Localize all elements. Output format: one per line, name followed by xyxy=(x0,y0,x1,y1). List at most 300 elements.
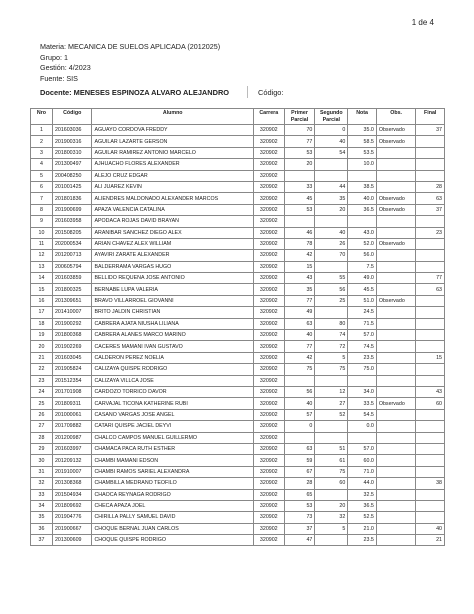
cell-primer-parcial: 78 xyxy=(284,238,315,249)
cell-codigo: 201300609 xyxy=(52,535,92,546)
cell-nota: 36.5 xyxy=(348,204,377,215)
cell-nota: 32.5 xyxy=(348,489,377,500)
cell-segundo-parcial: 20 xyxy=(315,500,348,511)
cell-obs xyxy=(376,455,416,466)
cell-obs xyxy=(376,466,416,477)
cell-primer-parcial: 63 xyxy=(284,443,315,454)
cell-primer-parcial: 0 xyxy=(284,421,315,432)
cell-alumno: CHAMBI RAMOS SARIEL ALEXANDRA xyxy=(92,466,253,477)
cell-codigo: 201809311 xyxy=(52,398,92,409)
cell-primer-parcial xyxy=(284,432,315,443)
cell-obs: Observado xyxy=(376,295,416,306)
cell-carrera: 320902 xyxy=(253,432,284,443)
cell-obs xyxy=(376,307,416,318)
table-row xyxy=(31,307,445,318)
table-row xyxy=(31,375,445,386)
cell-carrera: 320902 xyxy=(253,341,284,352)
cell-carrera: 320902 xyxy=(253,500,284,511)
cell-codigo: 201709882 xyxy=(52,421,92,432)
col-alumno: Alumno xyxy=(92,109,253,125)
cell-primer-parcial: 40 xyxy=(284,398,315,409)
cell-alumno: CALIZAYA QUISPE RODRIGO xyxy=(92,364,253,375)
table-row xyxy=(31,193,445,204)
cell-primer-parcial: 59 xyxy=(284,455,315,466)
cell-segundo-parcial xyxy=(315,216,348,227)
cell-segundo-parcial: 35 xyxy=(315,193,348,204)
cell-primer-parcial: 77 xyxy=(284,295,315,306)
cell-final: 60 xyxy=(416,398,445,409)
cell-segundo-parcial: 72 xyxy=(315,341,348,352)
cell-nro: 26 xyxy=(31,409,53,420)
cell-obs xyxy=(376,500,416,511)
cell-carrera: 320902 xyxy=(253,250,284,261)
cell-final xyxy=(416,455,445,466)
cell-carrera: 320902 xyxy=(253,421,284,432)
cell-carrera: 320902 xyxy=(253,136,284,147)
table-row xyxy=(31,216,445,227)
table-row xyxy=(31,421,445,432)
cell-nro: 14 xyxy=(31,273,53,284)
table-row xyxy=(31,478,445,489)
cell-nro: 10 xyxy=(31,227,53,238)
cell-final xyxy=(416,216,445,227)
cell-carrera: 320902 xyxy=(253,261,284,272)
cell-segundo-parcial xyxy=(315,432,348,443)
cell-nro: 4 xyxy=(31,159,53,170)
cell-obs xyxy=(376,535,416,546)
cell-segundo-parcial xyxy=(315,535,348,546)
cell-segundo-parcial: 40 xyxy=(315,136,348,147)
cell-segundo-parcial: 70 xyxy=(315,250,348,261)
cell-nro: 3 xyxy=(31,147,53,158)
cell-alumno: AGUILAR RAMIREZ ANTONIO MARCELO xyxy=(92,147,253,158)
cell-nro: 9 xyxy=(31,216,53,227)
cell-carrera: 320902 xyxy=(253,443,284,454)
cell-codigo: 201800368 xyxy=(52,330,92,341)
cell-carrera: 320902 xyxy=(253,181,284,192)
cell-segundo-parcial: 5 xyxy=(315,523,348,534)
cell-nota: 52.0 xyxy=(348,238,377,249)
cell-final xyxy=(416,250,445,261)
cell-final xyxy=(416,489,445,500)
col-nota: Nota xyxy=(348,109,377,125)
cell-carrera: 320902 xyxy=(253,204,284,215)
cell-carrera: 320902 xyxy=(253,535,284,546)
cell-carrera: 320902 xyxy=(253,455,284,466)
cell-alumno: CHAMBI MAMANI EDSON xyxy=(92,455,253,466)
cell-nro: 35 xyxy=(31,512,53,523)
cell-obs xyxy=(376,489,416,500)
cell-alumno: ALEJO CRUZ EDGAR xyxy=(92,170,253,181)
table-row xyxy=(31,295,445,306)
cell-carrera: 320902 xyxy=(253,125,284,136)
cell-obs: Observado xyxy=(376,136,416,147)
cell-final: 77 xyxy=(416,273,445,284)
cell-segundo-parcial: 40 xyxy=(315,227,348,238)
table-row xyxy=(31,500,445,511)
cell-nro: 33 xyxy=(31,489,53,500)
col-final: Final xyxy=(416,109,445,125)
cell-final xyxy=(416,307,445,318)
cell-primer-parcial: 28 xyxy=(284,478,315,489)
cell-nro: 21 xyxy=(31,352,53,363)
col-codigo: Código xyxy=(52,109,92,125)
cell-carrera: 320902 xyxy=(253,238,284,249)
cell-final: 37 xyxy=(416,125,445,136)
cell-carrera: 320902 xyxy=(253,466,284,477)
cell-nota xyxy=(348,170,377,181)
cell-nota: 51.0 xyxy=(348,295,377,306)
cell-final xyxy=(416,341,445,352)
gestion-text: Gestión: 4/2023 xyxy=(40,63,91,73)
cell-codigo: 201200713 xyxy=(52,250,92,261)
cell-final xyxy=(416,409,445,420)
cell-alumno: ALIENDRES MALDONADO ALEXANDER MARCOS xyxy=(92,193,253,204)
cell-final xyxy=(416,238,445,249)
cell-nro: 13 xyxy=(31,261,53,272)
cell-carrera: 320902 xyxy=(253,193,284,204)
cell-nro: 29 xyxy=(31,443,53,454)
cell-obs xyxy=(376,261,416,272)
cell-alumno: AYAVIRI ZARATE ALEXANDER xyxy=(92,250,253,261)
cell-segundo-parcial: 75 xyxy=(315,364,348,375)
cell-alumno: CHIRILLA PALLY SAMUEL DAVID xyxy=(92,512,253,523)
cell-carrera: 320902 xyxy=(253,375,284,386)
table-row xyxy=(31,341,445,352)
cell-primer-parcial: 57 xyxy=(284,409,315,420)
table-row xyxy=(31,136,445,147)
cell-codigo: 200408250 xyxy=(52,170,92,181)
cell-nro: 24 xyxy=(31,386,53,397)
col-primer-parcial: Primer Parcial xyxy=(284,109,315,125)
cell-obs xyxy=(376,512,416,523)
cell-alumno: CHOQUE QUISPE RODRIGO xyxy=(92,535,253,546)
cell-obs xyxy=(376,273,416,284)
cell-segundo-parcial: 5 xyxy=(315,352,348,363)
cell-nota: 56.0 xyxy=(348,250,377,261)
cell-obs: Observado xyxy=(376,238,416,249)
cell-segundo-parcial xyxy=(315,170,348,181)
cell-obs xyxy=(376,523,416,534)
cell-obs xyxy=(376,170,416,181)
cell-final xyxy=(416,500,445,511)
cell-primer-parcial: 33 xyxy=(284,181,315,192)
cell-nro: 20 xyxy=(31,341,53,352)
cell-nro: 5 xyxy=(31,170,53,181)
table-row xyxy=(31,364,445,375)
cell-nota xyxy=(348,432,377,443)
cell-nota xyxy=(348,375,377,386)
cell-codigo: 201603036 xyxy=(52,125,92,136)
cell-nro: 32 xyxy=(31,478,53,489)
table-row xyxy=(31,159,445,170)
cell-alumno: APODACA ROJAS DAVID BRAYAN xyxy=(92,216,253,227)
table-row xyxy=(31,432,445,443)
fuente-text: Fuente: SIS xyxy=(40,73,78,83)
cell-codigo: 201900667 xyxy=(52,523,92,534)
cell-nro: 36 xyxy=(31,523,53,534)
cell-obs xyxy=(376,386,416,397)
table-row xyxy=(31,443,445,454)
col-obs: Obs. xyxy=(376,109,416,125)
cell-primer-parcial: 37 xyxy=(284,523,315,534)
cell-nota: 44.0 xyxy=(348,478,377,489)
cell-obs xyxy=(376,364,416,375)
page-indicator: 1 de 4 xyxy=(411,18,434,27)
cell-carrera: 320902 xyxy=(253,478,284,489)
table-row xyxy=(31,512,445,523)
cell-nota xyxy=(348,216,377,227)
cell-alumno: ARANIBAR SANCHEZ DIEGO ALEX xyxy=(92,227,253,238)
cell-obs xyxy=(376,432,416,443)
cell-segundo-parcial xyxy=(315,159,348,170)
cell-codigo: 202000534 xyxy=(52,238,92,249)
cell-nota: 40.0 xyxy=(348,193,377,204)
cell-nro: 6 xyxy=(31,181,53,192)
cell-codigo: 201902269 xyxy=(52,341,92,352)
cell-alumno: CABRERA AJATA NIUSHA LILIANA xyxy=(92,318,253,329)
cell-nro: 31 xyxy=(31,466,53,477)
cell-nota: 34.0 xyxy=(348,386,377,397)
table-row xyxy=(31,238,445,249)
cell-segundo-parcial: 20 xyxy=(315,204,348,215)
cell-carrera: 320902 xyxy=(253,318,284,329)
cell-segundo-parcial: 44 xyxy=(315,181,348,192)
cell-alumno: CHAOCA REYNAGA RODRIGO xyxy=(92,489,253,500)
cell-segundo-parcial: 25 xyxy=(315,295,348,306)
cell-obs xyxy=(376,352,416,363)
cell-segundo-parcial: 60 xyxy=(315,478,348,489)
cell-obs xyxy=(376,181,416,192)
cell-codigo: 201910007 xyxy=(52,466,92,477)
cell-nro: 19 xyxy=(31,330,53,341)
cell-final: 38 xyxy=(416,478,445,489)
cell-segundo-parcial: 0 xyxy=(315,125,348,136)
cell-segundo-parcial: 12 xyxy=(315,386,348,397)
cell-carrera: 320902 xyxy=(253,147,284,158)
cell-codigo: 201801836 xyxy=(52,193,92,204)
cell-final: 40 xyxy=(416,523,445,534)
cell-segundo-parcial: 51 xyxy=(315,443,348,454)
cell-obs xyxy=(376,478,416,489)
table-row xyxy=(31,455,445,466)
cell-nro: 12 xyxy=(31,250,53,261)
cell-final xyxy=(416,432,445,443)
table-row xyxy=(31,330,445,341)
cell-final: 43 xyxy=(416,386,445,397)
cell-obs xyxy=(376,227,416,238)
cell-obs xyxy=(376,318,416,329)
cell-segundo-parcial: 61 xyxy=(315,455,348,466)
cell-carrera: 320902 xyxy=(253,352,284,363)
cell-obs xyxy=(376,250,416,261)
cell-carrera: 320902 xyxy=(253,227,284,238)
table-row xyxy=(31,227,445,238)
cell-obs: Observado xyxy=(376,204,416,215)
cell-primer-parcial: 35 xyxy=(284,284,315,295)
cell-nota: 74.5 xyxy=(348,341,377,352)
cell-codigo: 201603045 xyxy=(52,352,92,363)
cell-nro: 25 xyxy=(31,398,53,409)
cell-final: 23 xyxy=(416,227,445,238)
cell-nro: 23 xyxy=(31,375,53,386)
cell-alumno: BERNABE LUPA VALERIA xyxy=(92,284,253,295)
cell-carrera: 320902 xyxy=(253,170,284,181)
cell-carrera: 320902 xyxy=(253,159,284,170)
cell-alumno: BRITO JALDIN CHRISTIAN xyxy=(92,307,253,318)
cell-final xyxy=(416,364,445,375)
cell-nro: 16 xyxy=(31,295,53,306)
cell-segundo-parcial xyxy=(315,261,348,272)
cell-nro: 2 xyxy=(31,136,53,147)
table-row xyxy=(31,284,445,295)
cell-nro: 28 xyxy=(31,432,53,443)
cell-codigo: 201508205 xyxy=(52,227,92,238)
cell-nro: 8 xyxy=(31,204,53,215)
cell-nota: 43.0 xyxy=(348,227,377,238)
cell-alumno: AGUILAR LAZARTE GERSON xyxy=(92,136,253,147)
cell-primer-parcial: 53 xyxy=(284,500,315,511)
cell-obs xyxy=(376,421,416,432)
cell-segundo-parcial xyxy=(315,375,348,386)
cell-carrera: 320902 xyxy=(253,409,284,420)
cell-carrera: 320902 xyxy=(253,523,284,534)
cell-codigo: 201900316 xyxy=(52,136,92,147)
cell-alumno: CARVAJAL TICONA KATHERINE RUBI xyxy=(92,398,253,409)
table-row xyxy=(31,147,445,158)
cell-primer-parcial: 63 xyxy=(284,318,315,329)
cell-segundo-parcial: 55 xyxy=(315,273,348,284)
cell-segundo-parcial: 56 xyxy=(315,284,348,295)
cell-nota: 10.0 xyxy=(348,159,377,170)
cell-alumno: APAZA VALENCIA CATALINA xyxy=(92,204,253,215)
cell-alumno: CHALCO CAMPOS MANUEL GUILLERMO xyxy=(92,432,253,443)
cell-carrera: 320902 xyxy=(253,386,284,397)
cell-primer-parcial: 73 xyxy=(284,512,315,523)
cell-primer-parcial: 70 xyxy=(284,125,315,136)
table-body xyxy=(31,125,445,546)
cell-codigo: 201504934 xyxy=(52,489,92,500)
cell-nota: 71.0 xyxy=(348,466,377,477)
col-segundo-parcial: Segundo Parcial xyxy=(315,109,348,125)
cell-codigo: 201800325 xyxy=(52,284,92,295)
cell-primer-parcial: 77 xyxy=(284,136,315,147)
cell-carrera: 320902 xyxy=(253,216,284,227)
cell-nota: 53.5 xyxy=(348,147,377,158)
cell-nota: 35.0 xyxy=(348,125,377,136)
cell-final xyxy=(416,261,445,272)
cell-nota: 0.0 xyxy=(348,421,377,432)
cell-nota: 57.0 xyxy=(348,330,377,341)
cell-alumno: CATARI QUISPE JACIEL DEYVI xyxy=(92,421,253,432)
cell-alumno: CASANO VARGAS JOSE ANGEL xyxy=(92,409,253,420)
cell-segundo-parcial: 80 xyxy=(315,318,348,329)
cell-alumno: CALDERON PEREZ NOELIA xyxy=(92,352,253,363)
cell-final xyxy=(416,443,445,454)
cell-final xyxy=(416,318,445,329)
cell-primer-parcial: 46 xyxy=(284,227,315,238)
cell-nota: 23.5 xyxy=(348,535,377,546)
cell-nota: 24.5 xyxy=(348,307,377,318)
cell-codigo: 201410007 xyxy=(52,307,92,318)
cell-segundo-parcial: 52 xyxy=(315,409,348,420)
table-row xyxy=(31,318,445,329)
cell-primer-parcial: 67 xyxy=(284,466,315,477)
cell-codigo: 201512354 xyxy=(52,375,92,386)
cell-segundo-parcial: 75 xyxy=(315,466,348,477)
cell-nota: 45.5 xyxy=(348,284,377,295)
cell-codigo: 201900699 xyxy=(52,204,92,215)
cell-nota: 57.0 xyxy=(348,443,377,454)
cell-nota: 38.5 xyxy=(348,181,377,192)
cell-final xyxy=(416,147,445,158)
cell-alumno: CHAMBILLA MEDRANO TEOFILO xyxy=(92,478,253,489)
cell-primer-parcial: 56 xyxy=(284,386,315,397)
cell-primer-parcial: 42 xyxy=(284,250,315,261)
cell-final xyxy=(416,170,445,181)
cell-codigo: 201905824 xyxy=(52,364,92,375)
cell-codigo: 201904776 xyxy=(52,512,92,523)
cell-alumno: CALIZAYA VILLCA JOSE xyxy=(92,375,253,386)
cell-primer-parcial: 40 xyxy=(284,330,315,341)
codigo-label: Código: xyxy=(258,88,284,97)
table-row xyxy=(31,273,445,284)
cell-nota: 7.5 xyxy=(348,261,377,272)
table-row xyxy=(31,181,445,192)
cell-obs xyxy=(376,409,416,420)
materia-text: Materia: MECANICA DE SUELOS APLICADA (2012025) xyxy=(40,42,221,51)
cell-carrera: 320902 xyxy=(253,284,284,295)
cell-obs: Observado xyxy=(376,125,416,136)
cell-primer-parcial: 75 xyxy=(284,364,315,375)
cell-primer-parcial: 53 xyxy=(284,147,315,158)
cell-final: 63 xyxy=(416,193,445,204)
cell-obs: Observado xyxy=(376,193,416,204)
cell-segundo-parcial xyxy=(315,307,348,318)
cell-codigo: 201209132 xyxy=(52,455,92,466)
cell-segundo-parcial: 54 xyxy=(315,147,348,158)
cell-nro: 37 xyxy=(31,535,53,546)
cell-nro: 15 xyxy=(31,284,53,295)
table-row xyxy=(31,170,445,181)
cell-alumno: CACERES MAMANI IVAN GUSTAVO xyxy=(92,341,253,352)
cell-primer-parcial: 20 xyxy=(284,159,315,170)
cell-segundo-parcial: 32 xyxy=(315,512,348,523)
cell-carrera: 320902 xyxy=(253,512,284,523)
cell-segundo-parcial xyxy=(315,421,348,432)
cell-final: 37 xyxy=(416,204,445,215)
cell-alumno: BALDERRAMA VARGAS HUGO xyxy=(92,261,253,272)
cell-final xyxy=(416,466,445,477)
cell-segundo-parcial xyxy=(315,489,348,500)
cell-nro: 7 xyxy=(31,193,53,204)
cell-final: 21 xyxy=(416,535,445,546)
cell-nro: 34 xyxy=(31,500,53,511)
cell-codigo: 201603997 xyxy=(52,443,92,454)
cell-primer-parcial xyxy=(284,216,315,227)
cell-primer-parcial: 47 xyxy=(284,535,315,546)
cell-obs xyxy=(376,443,416,454)
cell-nota: 36.5 xyxy=(348,500,377,511)
cell-nro: 18 xyxy=(31,318,53,329)
cell-alumno: AJHUACHO FLORES ALEXANDER xyxy=(92,159,253,170)
cell-nota: 49.0 xyxy=(348,273,377,284)
table-row xyxy=(31,409,445,420)
cell-carrera: 320902 xyxy=(253,307,284,318)
cell-codigo: 200605794 xyxy=(52,261,92,272)
cell-codigo: 201001425 xyxy=(52,181,92,192)
cell-codigo: 201300497 xyxy=(52,159,92,170)
